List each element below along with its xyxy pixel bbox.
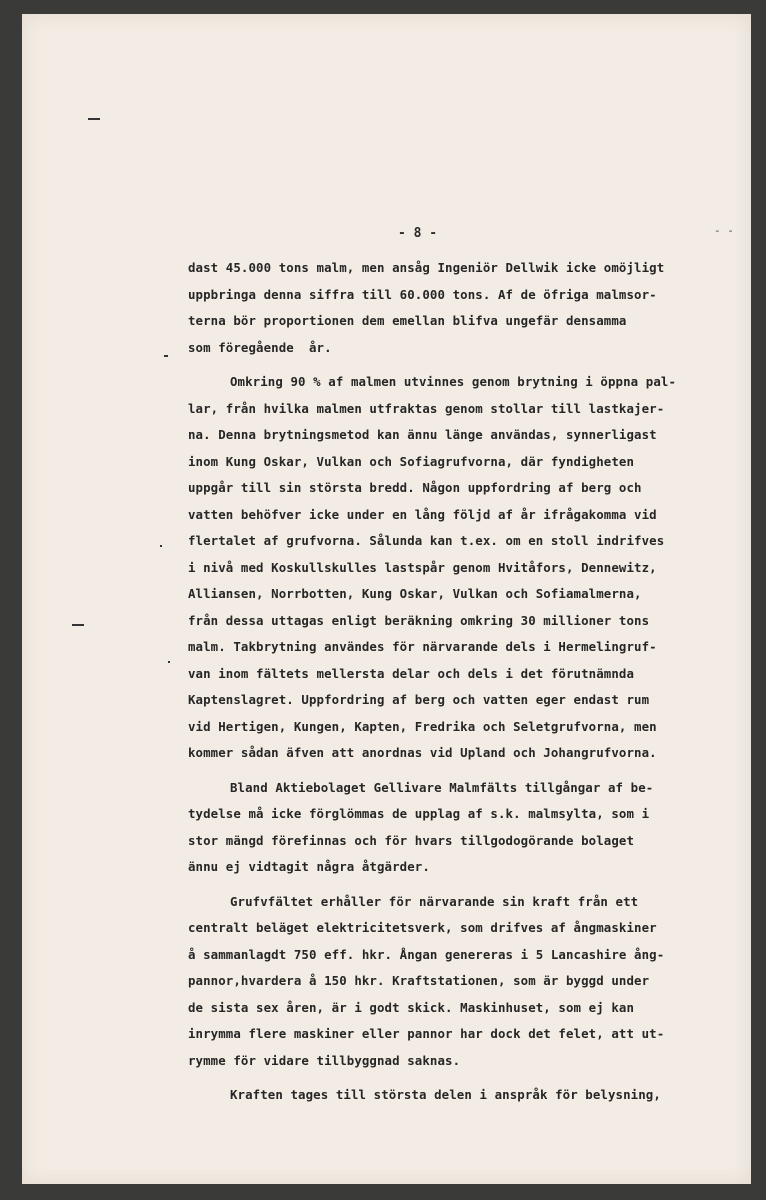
text-line: från dessa uttagas enligt beräkning omkring 30 millioner tons	[188, 612, 650, 628]
text-line: ännu ej vidtagit några åtgärder.	[188, 859, 430, 874]
margin-mark	[168, 661, 170, 663]
text-line: inrymma flere maskiner eller pannor har dock det felet, att ut-	[188, 1026, 665, 1041]
page-number: - 8 -	[398, 226, 438, 241]
text-line: flertalet af grufvorna. Sålunda kan t.ex. om en stoll indrifves	[188, 533, 665, 548]
text-line: de sista sex åren, är i godt skick. Maskinhuset, som ej kan	[188, 999, 635, 1015]
paragraph	[188, 369, 728, 767]
paragraph	[188, 775, 728, 881]
text-line: Omkring 90 % af malmen utvinnes genom brytning i öppna pal-	[230, 374, 677, 389]
text-line: Kaptenslagret. Uppfordring af berg och vatten eger endast rum	[188, 692, 650, 707]
paragraph	[188, 889, 728, 1075]
text-line: pannor,hvardera å 150 hkr. Kraftstationen, som är byggd under	[188, 973, 650, 988]
paragraph	[188, 255, 728, 361]
text-line: Bland Aktiebolaget Gellivare Malmfälts tillgångar af be-	[230, 779, 654, 795]
text-line: stor mängd förefinnas och för hvars tillgodogörande bolaget	[188, 832, 635, 848]
margin-mark	[88, 118, 100, 120]
margin-mark	[160, 545, 162, 547]
text-line: vid Hertigen, Kungen, Kapten, Fredrika och Seletgrufvorna, men	[188, 718, 657, 734]
text-line: som föregående år.	[188, 339, 332, 355]
text-line: kommer sådan äfven att anordnas vid Upland och Johangrufvorna.	[188, 745, 657, 760]
document-body	[188, 255, 728, 1109]
text-line: vatten behöfver icke under en lång följd af år ifrågakomma vid	[188, 506, 657, 522]
text-line: dast 45.000 tons malm, men ansåg Ingeniör Dellwik icke omöjligt	[188, 260, 665, 275]
text-line: malm. Takbrytning användes för närvarande dels i Hermelingruf-	[188, 639, 657, 654]
text-line: i nivå med Koskullskulles lastspår genom Hvitåfors, Dennewitz,	[188, 559, 657, 575]
margin-mark	[164, 355, 168, 357]
text-line: centralt beläget elektricitetsverk, som drifves af ångmaskiner	[188, 920, 657, 935]
margin-mark	[72, 624, 84, 626]
text-line: å sammanlagdt 750 eff. hkr. Ångan genereras i 5 Lancashire ång-	[188, 946, 665, 962]
text-line: van inom fältets mellersta delar och dels i det förutnämnda	[188, 665, 635, 681]
paragraph	[188, 1082, 728, 1109]
text-line: Kraften tages till största delen i anspråk för belysning,	[230, 1087, 661, 1102]
text-line: Alliansen, Norrbotten, Kung Oskar, Vulkan och Sofiamalmerna,	[188, 586, 642, 601]
text-line: na. Denna brytningsmetod kan ännu länge användas, synnerligast	[188, 427, 657, 442]
corner-mark: - -	[714, 224, 734, 237]
text-line: inom Kung Oskar, Vulkan och Sofiagrufvorna, där fyndigheten	[188, 453, 635, 469]
text-line: lar, från hvilka malmen utfraktas genom stollar till lastkajer-	[188, 400, 665, 416]
text-line: rymme för vidare tillbyggnad saknas.	[188, 1052, 461, 1068]
text-line: Grufvfältet erhåller för närvarande sin kraft från ett	[230, 893, 639, 909]
text-line: terna bör proportionen dem emellan blifva ungefär densamma	[188, 313, 627, 328]
text-line: uppbringa denna siffra till 60.000 tons. Af de öfriga malmsor-	[188, 286, 657, 302]
text-line: uppgår till sin största bredd. Någon uppfordring af berg och	[188, 480, 642, 495]
text-line: tydelse må icke förglömmas de upplag af s.k. malmsylta, som i	[188, 806, 650, 821]
